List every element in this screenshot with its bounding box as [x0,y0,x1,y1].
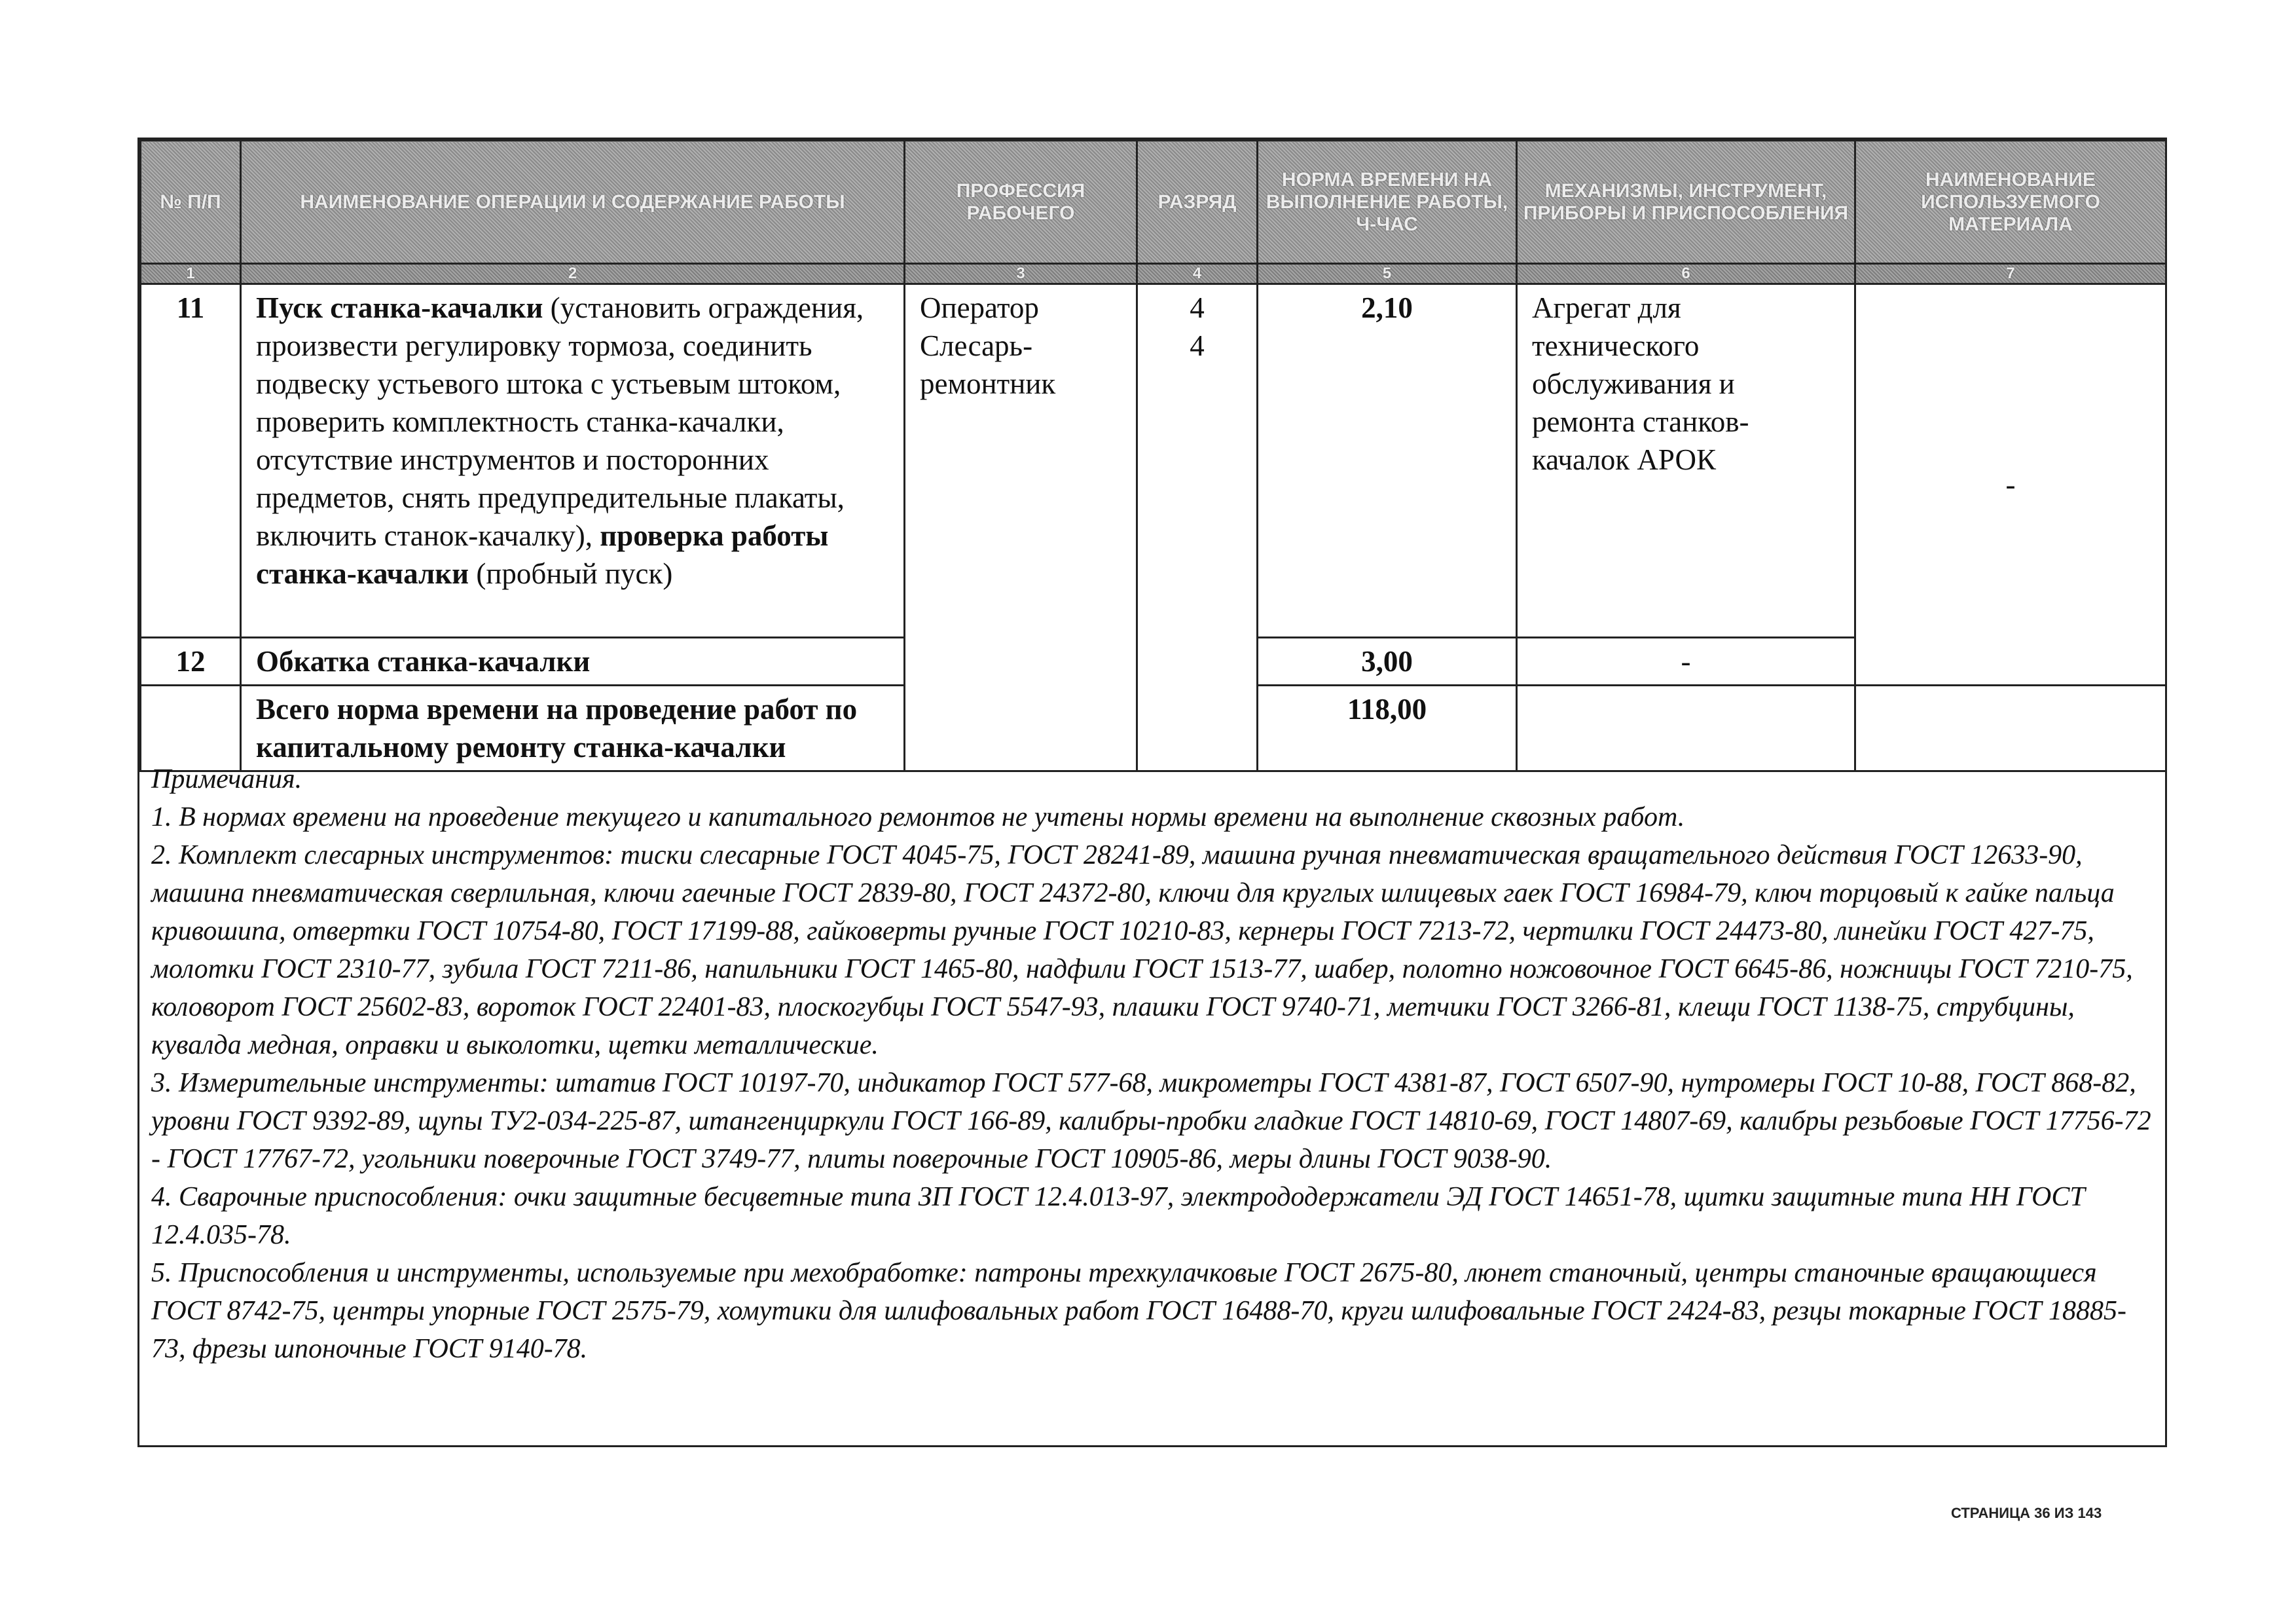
row-number: 11 [141,284,241,638]
tools-cell: - [1517,638,1855,686]
column-number: 5 [1258,264,1517,284]
column-number: 2 [241,264,905,284]
grade-cell [1137,284,1258,771]
grade-value: 4 [1190,291,1205,324]
header-tools: МЕХАНИЗМЫ, ИНСТРУМЕНТ, ПРИБОРЫ И ПРИСПОСОБЛЕНИЯ [1517,141,1855,264]
header-time-norm: НОРМА ВРЕМЕНИ НА ВЫПОЛНЕНИЕ РАБОТЫ, Ч-ЧАС [1258,141,1517,264]
table-row [141,284,2166,638]
note-item: 3. Измерительные инструменты: штатив ГОСТ 10197-70, индикатор ГОСТ 577-68, микрометры ГОСТ 4381-87, ГОСТ 6507-90, нутромеры ГОСТ 10-88, ГОСТ 868-82, уровни ГОСТ 9392-89, щупы ТУ2-034-225-87, штангенциркули ГОСТ 166-89, калибры-пробки гладкие ГОСТ 14810-69, ГОСТ 14807-69, калибры резьбовые ГОСТ 17756-72 - ГОСТ 17767-72, угольники поверочные ГОСТ 3749-77, плиты поверочные ГОСТ 10905-86, меры длины ГОСТ 9038-90. [151,1068,2151,1174]
operation-details: (установить ограждения, произвести регулировку тормоза, соединить подвеску устьевого штока с устьевым штоком, проверить комплектность станка-качалки, отсутствие инструментов и посторонних предметов, снять предупредительные плакаты, включить станок-качалку), [256,291,864,552]
note-item: 1. В нормах времени на проведение текущего и капитального ремонтов не учтены нормы времени на выполнение сквозных работ. [151,802,1685,832]
empty-cell [1855,686,2166,771]
row-number: 12 [141,638,241,686]
operation-check: проверка работы станка-качалки [256,519,829,590]
page-number: СТРАНИЦА 36 ИЗ 143 [1951,1505,2102,1521]
work-norms-table [139,139,2167,772]
header-grade: РАЗРЯД [1137,141,1258,264]
header-num: № П/П [141,141,241,264]
header-material: НАИМЕНОВАНИЕ ИСПОЛЬЗУЕМОГО МАТЕРИАЛА [1855,141,2166,264]
column-number: 3 [905,264,1137,284]
time-norm: 3,00 [1258,638,1517,686]
operation-note: (пробный пуск) [469,557,673,590]
note-item: 4. Сварочные приспособления: очки защитные бесцветные типа ЗП ГОСТ 12.4.013-97, электрододержатели ЭД ГОСТ 14651-78, щитки защитные типа НН ГОСТ 12.4.035-78. [151,1182,2085,1250]
empty-cell [141,686,241,771]
header-profession: ПРОФЕССИЯ РАБОЧЕГО [905,141,1137,264]
column-number: 4 [1137,264,1258,284]
grade-value: 4 [1190,329,1205,362]
material-cell: - [1855,284,2166,686]
operation-title: Пуск станка-качалки [256,291,543,324]
document-frame [137,138,2167,1447]
operation-description [241,284,905,638]
operation-title: Обкатка станка-качалки [241,638,905,686]
column-number: 1 [141,264,241,284]
column-number-row [141,264,2166,284]
header-operation: НАИМЕНОВАНИЕ ОПЕРАЦИИ И СОДЕРЖАНИЕ РАБОТЫ [241,141,905,264]
notes-section [151,760,2155,1368]
profession-mechanic: Слесарь-ремонтник [920,329,1056,400]
total-label: Всего норма времени на проведение работ по капитальному ремонту станка-качалки [241,686,905,771]
notes-title: Примечания. [151,764,302,794]
profession-operator: Оператор [920,291,1039,324]
total-norm: 118,00 [1258,686,1517,771]
column-number: 6 [1517,264,1855,284]
note-item: 5. Приспособления и инструменты, используемые при мехобработке: патроны трехкулачковые ГОСТ 2675-80, люнет станочный, центры станочные вращающиеся ГОСТ 8742-75, центры упорные ГОСТ 2575-79, хомутики для шлифовальных работ ГОСТ 16488-70, круги шлифовальные ГОСТ 2424-83, резцы токарные ГОСТ 18885-73, фрезы шпоночные ГОСТ 9140-78. [151,1258,2126,1364]
note-item: 2. Комплект слесарных инструментов: тиски слесарные ГОСТ 4045-75, ГОСТ 28241-89, машина ручная пневматическая вращательного действия ГОСТ 12633-90, машина пневматическая сверлильная, ключи гаечные ГОСТ 2839-80, ГОСТ 24372-80, ключи для круглых шлицевых гаек ГОСТ 16984-79, ключ торцовый к гайке пальца кривошипа, отвертки ГОСТ 10754-80, ГОСТ 17199-88, гайковерты ручные ГОСТ 10210-83, кернеры ГОСТ 7213-72, чертилки ГОСТ 24473-80, линейки ГОСТ 427-75, молотки ГОСТ 2310-77, зубила ГОСТ 7211-86, напильники ГОСТ 1465-80, надфили ГОСТ 1513-77, шабер, полотно ножовочное ГОСТ 6645-86, ножницы ГОСТ 7210-75, коловорот ГОСТ 25602-83, вороток ГОСТ 22401-83, плоскогубцы ГОСТ 5547-93, плашки ГОСТ 9740-71, метчики ГОСТ 3266-81, клещи ГОСТ 1138-75, струбцины, кувалда медная, оправки и выколотки, щетки металлические. [151,840,2133,1060]
time-norm: 2,10 [1258,284,1517,638]
column-number: 7 [1855,264,2166,284]
header-row [141,141,2166,264]
profession-cell [905,284,1137,771]
tools-cell: Агрегат для технического обслуживания и ремонта станков-качалок АРОК [1517,284,1855,638]
empty-cell [1517,686,1855,771]
